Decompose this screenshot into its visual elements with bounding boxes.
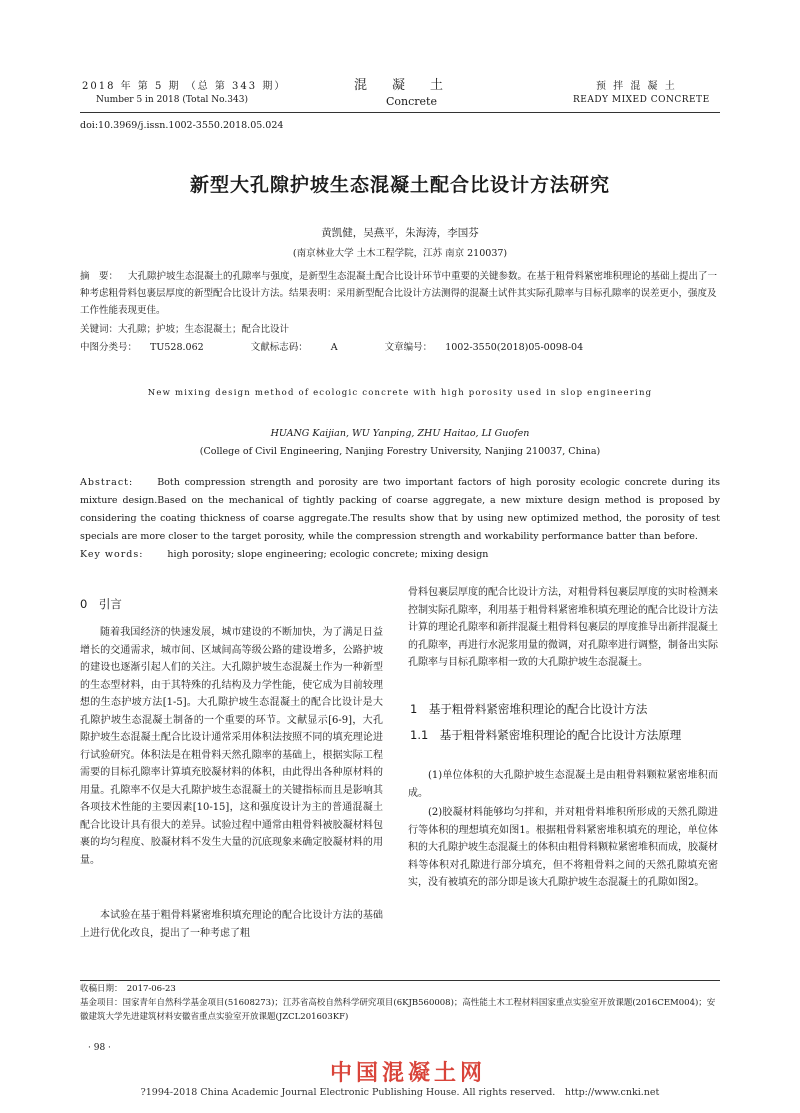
issue-cn: 2018 年 第 5 期 （总 第 343 期） [82, 81, 287, 92]
doc-code-value: A [330, 342, 338, 353]
copyright-line: ?1994-2018 China Academic Journal Electronic Publishing House. All rights reserved. http://www.cnki.net [140, 1087, 660, 1098]
abstract-cn-label: 摘 要： [80, 271, 119, 282]
page-number: · 98 · [88, 1043, 111, 1053]
abstract-cn [80, 268, 720, 319]
issue-en: Number 5 in 2018 (Total No.343) [96, 95, 248, 105]
article-no-value: 1002-3550(2018)05-0098-04 [445, 342, 584, 353]
classification [80, 339, 720, 356]
article-no-label: 文章编号： [384, 342, 433, 353]
journal-en: Concrete [386, 95, 437, 108]
abstract-en-text: Both compression strength and porosity are two important factors of high porosity ecologic concrete during its mixture design.Based on the mechanical of tightly packing of coarse aggregate, a new mixture design method is proposed by considering the coating thickness of coarse aggregate.The results show that by using new optimized method, the porosity of test specials are more closer to the target porosity, while the compression strength and workability performance batter than before. [80, 477, 720, 542]
section-1-1-heading: 1.1 基于粗骨料紧密堆积理论的配合比设计方法原理 [410, 728, 682, 742]
keywords-en-text: high porosity; slope engineering; ecologic concrete; mixing design [167, 549, 489, 560]
abstract-en-label: Abstract: [80, 477, 134, 488]
intro-paragraph-2: 本试验在基于粗骨料紧密堆积填充理论的配合比设计方法的基础上进行优化改良，提出了一种考虑了粗 [80, 910, 383, 939]
right-paragraph-1: 骨料包裹层厚度的配合比设计方法，对粗骨料包裹层厚度的实时检测来控制实际孔隙率，利用基于粗骨料紧密堆积填充理论的配合比设计方法计算的理论孔隙率和新拌混凝土粗骨料包裹层的厚度推导出新拌混凝土的孔隙率，再进行水泥浆用量的微调，对孔隙率进行调整，制备出实际孔隙率与目标孔隙率相一致的大孔隙护坡生态混凝土。 [408, 587, 718, 668]
keywords-en-label: Key words: [80, 549, 144, 560]
keywords-cn-text: 大孔隙；护坡；生态混凝土；配合比设计 [118, 324, 290, 335]
intro-paragraph-1: 随着我国经济的快速发展，城市建设的不断加快，为了满足日益增长的交通需求，城市间、区域间高等级公路的建设增多，公路护坡的建设也逐渐引起人们的关注。大孔隙护坡生态混凝土作为一种新型的生态型材料，由于其特殊的孔结构及力学性能，使它成为目前较理想的生态护坡方法[1-5]。大孔隙护坡生态混凝土的配合比设计是大孔隙护坡生态混凝土制备的一个重要的环节。文献显示[6-9]，大孔隙护坡生态混凝土配合比设计通常采用体积法按照不同的填充理论进行试验研究。体积法是在粗骨料天然孔隙率的基础上，根据实际工程需要的目标孔隙率计算填充胶凝材料的体积，由此得出各种原材料的用量。孔隙率不仅是大孔隙护坡生态混凝土的关键指标而且是影响其各项技术性能的主要因素[10-15]，这和强度设计为主的普通混凝土配合比设计具有很大的差异。试验过程中通常由粗骨料被胶凝材料包裹的均匀程度、胶凝材料不发生大量的沉底现象来确定胶凝材料的用量。 [80, 627, 383, 866]
abstract-cn-text: 大孔隙护坡生态混凝土的孔隙率与强度，是新型生态混凝土配合比设计环节中重要的关键参数。在基于粗骨料紧密堆积理论的基础上提出了一种考虑粗骨料包裹层厚度的新型配合比设计方法。结果表明：采用新型配合比设计方法测得的混凝土试件其实际孔隙率与目标孔隙率的误差更小，强度及工作性能表现更佳。 [80, 271, 718, 316]
keywords-en [80, 546, 720, 563]
principle-item-2: (2)胶凝材料能够均匀拌和，并对粗骨料堆积所形成的天然孔隙进行等体积的理想填充如图1。根据粗骨料紧密堆积填充的理论，单位体积的大孔隙护坡生态混凝土的体积由粗骨料颗粒紧密堆积而成，胶凝材料等体积对孔隙进行部分填充，但不将粗骨料之间的天然孔隙填充密实，没有被填充的部分即是该大孔隙护坡生态混凝土的孔隙如图2。 [408, 807, 718, 888]
affiliation-cn: (南京林业大学 土木工程学院，江苏 南京 210037) [292, 248, 508, 259]
keywords-cn-label: 关键词： [80, 324, 119, 335]
keywords-cn [80, 321, 720, 338]
clc-value: TU528.062 [150, 342, 204, 353]
watermark-logo: 中国混凝土网 [330, 1061, 487, 1086]
paper-title-cn: 新型大孔隙护坡生态混凝土配合比设计方法研究 [189, 174, 610, 196]
doc-code-label: 文献标志码： [250, 342, 308, 353]
clc-label: 中图分类号： [80, 342, 138, 353]
doi: doi:10.3969/j.issn.1002-3550.2018.05.024 [80, 120, 284, 131]
affiliation-en: (College of Civil Engineering, Nanjing Forestry University, Nanjing 210037, China) [199, 446, 601, 457]
header-rule [80, 112, 720, 113]
authors-en: HUANG Kaijian, WU Yanping, ZHU Haitao, LI Guofen [270, 428, 530, 439]
principle-item-1: (1)单位体积的大孔隙护坡生态混凝土是由粗骨料颗粒紧密堆积而成。 [408, 770, 718, 799]
paper-title-en: New mixing design method of ecologic concrete with high porosity used in slop engineering [147, 388, 653, 398]
section-1-heading: 1 基于粗骨料紧密堆积理论的配合比设计方法 [410, 702, 648, 716]
section-0-heading: 0 引言 [80, 597, 122, 611]
footnote-rule [80, 980, 720, 981]
authors-cn: 黄凯健，吴燕平，朱海涛，李国芬 [321, 227, 479, 239]
journal-cn: 混 凝 土 [354, 78, 450, 93]
right-header-cn: 预 拌 混 凝 土 [596, 81, 677, 92]
received-date: 收稿日期： 2017-06-23 [80, 984, 176, 994]
right-header-en: READY MIXED CONCRETE [573, 95, 710, 105]
abstract-en [80, 474, 720, 546]
fund-note: 基金项目：国家青年自然科学基金项目(51608273)；江苏省高校自然科学研究项目(6KJB560008)；高性能土木工程材料国家重点实验室开放课题(2016CEM004)；安徽建筑大学先进建筑材料安徽省重点实验室开放课题(JZCL201603KF) [80, 998, 716, 1022]
